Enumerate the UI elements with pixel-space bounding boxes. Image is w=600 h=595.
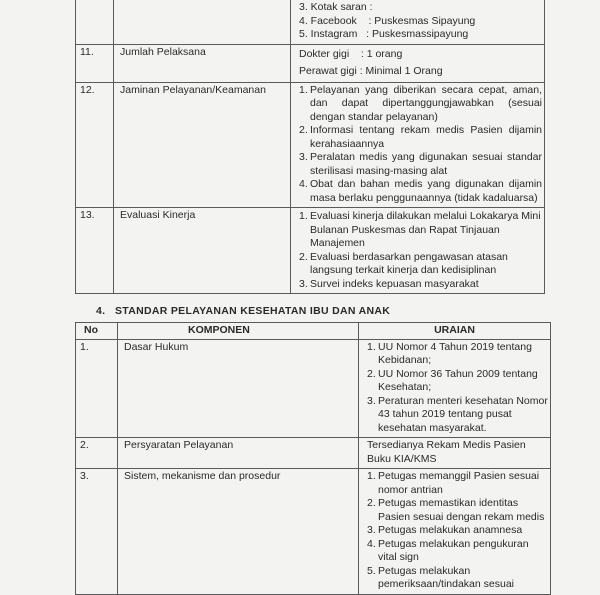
item-number: 2.	[299, 250, 308, 263]
item-number: 4.	[367, 537, 376, 550]
list-item	[367, 538, 548, 565]
maternal-child-health-standard-table	[75, 322, 551, 595]
row-number: 3.	[76, 469, 118, 595]
table-row	[76, 208, 545, 294]
list-item	[367, 524, 548, 538]
row-component	[114, 0, 291, 44]
item-text: Petugas memanggil Pasien sesuai nomor antrian	[378, 470, 540, 496]
item-text: Petugas melakukan anamnesa	[378, 524, 523, 536]
item-number: 4.	[299, 178, 308, 190]
item-text: Evaluasi kinerja dilakukan melalui Lokakarya Mini Bulanan Puskesmas dan Rapat Tinjauan Manajemen	[310, 210, 541, 249]
row-description	[291, 82, 545, 208]
item-number: 5.	[367, 564, 376, 577]
item-text: Obat dan bahan medis yang digunakan dijamin masa berlaku penggunaannya (tidak kadaluarsa)	[310, 178, 542, 204]
row-component: Dasar Hukum	[118, 339, 359, 438]
item-number: 3.	[367, 524, 376, 536]
row-description	[291, 208, 545, 294]
row-description	[359, 339, 551, 438]
media-item: 3. Kotak saran :	[299, 1, 373, 13]
row-number: 2.	[76, 438, 118, 469]
row-number	[76, 0, 114, 44]
row-description	[291, 0, 545, 44]
row-number: 12.	[76, 82, 114, 208]
staff-line: Perawat gigi : Minimal 1 Orang	[299, 65, 443, 77]
row-description	[291, 44, 545, 82]
item-number: 1.	[367, 340, 376, 353]
media-item: 4. Facebook : Puskesmas Sipayung	[299, 14, 476, 27]
table-row	[76, 438, 551, 469]
list-item	[367, 565, 548, 592]
item-text: Pelayanan yang diberikan secara cepat, aman, dan dapat dipertanggungjawabkan (sesuai dengan standar pelayanan)	[310, 83, 542, 123]
table-row	[76, 339, 551, 438]
list-item	[367, 368, 548, 395]
row-component: Sistem, mekanisme dan prosedur	[118, 469, 359, 595]
item-number: 1.	[367, 470, 376, 482]
column-header-component: KOMPONEN	[118, 323, 359, 340]
item-number: 1.	[299, 83, 308, 96]
row-component: Jumlah Pelaksana	[114, 44, 291, 82]
item-text: Peralatan medis yang digunakan sesuai standar sterilisasi masing-masing alat	[310, 151, 542, 177]
row-number: 11.	[76, 44, 114, 82]
list-item	[367, 497, 548, 524]
section-heading: 4. STANDAR PELAYANAN KESEHATAN IBU DAN ANAK	[96, 305, 391, 317]
list-item	[367, 341, 548, 368]
table-row	[76, 469, 551, 595]
item-text: Informasi tentang rekam medis Pasien dijamin kerahasiaannya	[310, 124, 542, 150]
item-number: 2.	[299, 124, 308, 136]
column-header-description: URAIAN	[359, 323, 551, 340]
item-text: UU Nomor 4 Tahun 2019 tentang Kebidanan;	[378, 340, 532, 366]
item-number: 2.	[367, 497, 376, 509]
list-item	[299, 124, 542, 151]
item-number: 3.	[299, 277, 308, 290]
item-text: Evaluasi berdasarkan pengawasan atasan langsung terkait kinerja dan kedisiplinan	[310, 250, 508, 276]
table-row	[76, 82, 545, 208]
row-description: Tersedianya Rekam Medis Pasien Buku KIA/KMS	[359, 438, 551, 469]
item-text: Peraturan menteri kesehatan Nomor 43 tahun 2019 tentang pusat kesehatan masyarakat.	[378, 394, 548, 434]
list-item	[299, 278, 542, 292]
list-item	[299, 84, 542, 125]
row-component: Jaminan Pelayanan/Keamanan	[114, 82, 291, 208]
table-header-row	[76, 323, 551, 340]
list-item	[367, 470, 548, 497]
table-row	[76, 44, 545, 82]
item-text: Petugas memastikan identitas Pasien sesuai dengan rekam medis	[378, 497, 545, 523]
row-component: Evaluasi Kinerja	[114, 208, 291, 294]
row-number: 13.	[76, 208, 114, 294]
item-number: 2.	[367, 367, 376, 380]
list-item	[367, 395, 548, 436]
column-header-no: No	[76, 323, 118, 340]
row-number: 1.	[76, 339, 118, 438]
item-text: Survei indeks kepuasan masyarakat	[310, 277, 479, 290]
table-row	[76, 0, 545, 44]
item-number: 3.	[299, 151, 308, 163]
list-item	[299, 210, 542, 251]
media-item: 5. Instagram : Puskesmassipayung	[299, 28, 469, 40]
item-text: UU Nomor 36 Tahun 2009 tentang Kesehatan;	[378, 367, 538, 393]
staff-line: Dokter gigi : 1 orang	[299, 47, 403, 60]
row-description	[359, 469, 551, 595]
item-number: 3.	[367, 394, 376, 407]
list-item	[299, 251, 542, 278]
list-item	[299, 151, 542, 178]
list-item	[299, 178, 542, 205]
item-number: 1.	[299, 210, 308, 222]
row-component: Persyaratan Pelayanan	[118, 438, 359, 469]
item-text: Petugas melakukan pemeriksaan/tindakan sesuai	[378, 564, 514, 590]
service-standard-table-continued	[75, 0, 545, 294]
item-text: Petugas melakukan pengukuran vital sign	[378, 537, 529, 563]
